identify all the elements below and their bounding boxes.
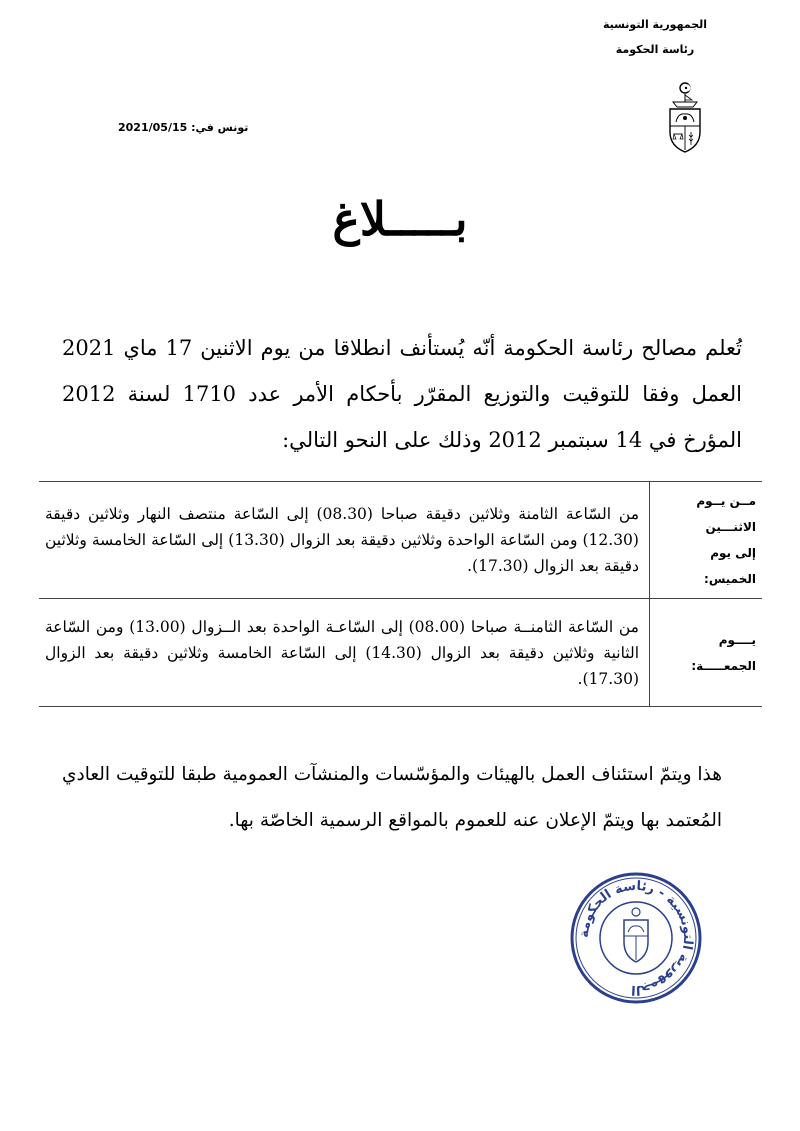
- official-seal-icon: [568, 870, 704, 1006]
- country-name: الجمهورية التونسية: [602, 18, 708, 31]
- day-label: إلى يوم الخميس:: [704, 546, 756, 586]
- day-label: يــــوم الجمعـــــة:: [691, 632, 756, 673]
- page-title: بـــــلاغ: [332, 192, 468, 246]
- office-name: رئاسة الحكومة: [615, 43, 695, 57]
- document-date: تونس في: 2021/05/15: [118, 121, 249, 134]
- stamp-text-path: الجمهورية التونسية - رئاسة الحكومة: [576, 878, 696, 998]
- letterhead: [580, 18, 730, 56]
- table-row: [39, 599, 762, 707]
- day-cell: [650, 599, 763, 707]
- hours-cell: من السّاعة الثامنــة صباحا (08.00) إلى السّاعـة الواحدة بعد الــزوال (13.00) ومن السّاعة الثانية وثلاثين دقيقة بعد الزوال (14.30) إلى السّاعة الخامسة وثلاثين دقيقة بعد الزوال (17.30).: [39, 599, 650, 707]
- hours-cell: من السّاعة الثامنة وثلاثين دقيقة صباحا (08.30) إلى السّاعة منتصف النهار وثلاثين دقيقة (12.30) ومن السّاعة الواحدة وثلاثين دقيقة بعد الزوال (13.30) إلى السّاعة الخامسة وثلاثين دقيقة بعد الزوال (17.30).: [39, 482, 650, 599]
- day-cell: [650, 482, 763, 599]
- tunisia-coat-of-arms-icon: [665, 82, 705, 154]
- day-label: مــن يــوم الاثنـــين: [696, 494, 756, 534]
- intro-paragraph: تُعلم مصالح رئاسة الحكومة أنّه يُستأنف انطلاقا من يوم الاثنين 17 ماي 2021 العمل وفقا للتوقيت والتوزيع المقرّر بأحكام الأمر عدد 1710 لسنة 2012 المؤرخ في 14 سبتمبر 2012 وذلك على النحو التالي:: [62, 336, 743, 452]
- closing-paragraph: هذا ويتمّ استئناف العمل بالهيئات والمؤسّسات والمنشآت العمومية طبقا للتوقيت العادي المُعتمد بها ويتمّ الإعلان عنه للعموم بالمواقع الرسمية الخاصّة بها.: [62, 764, 722, 831]
- schedule-table: [39, 481, 762, 707]
- table-row: [39, 482, 762, 599]
